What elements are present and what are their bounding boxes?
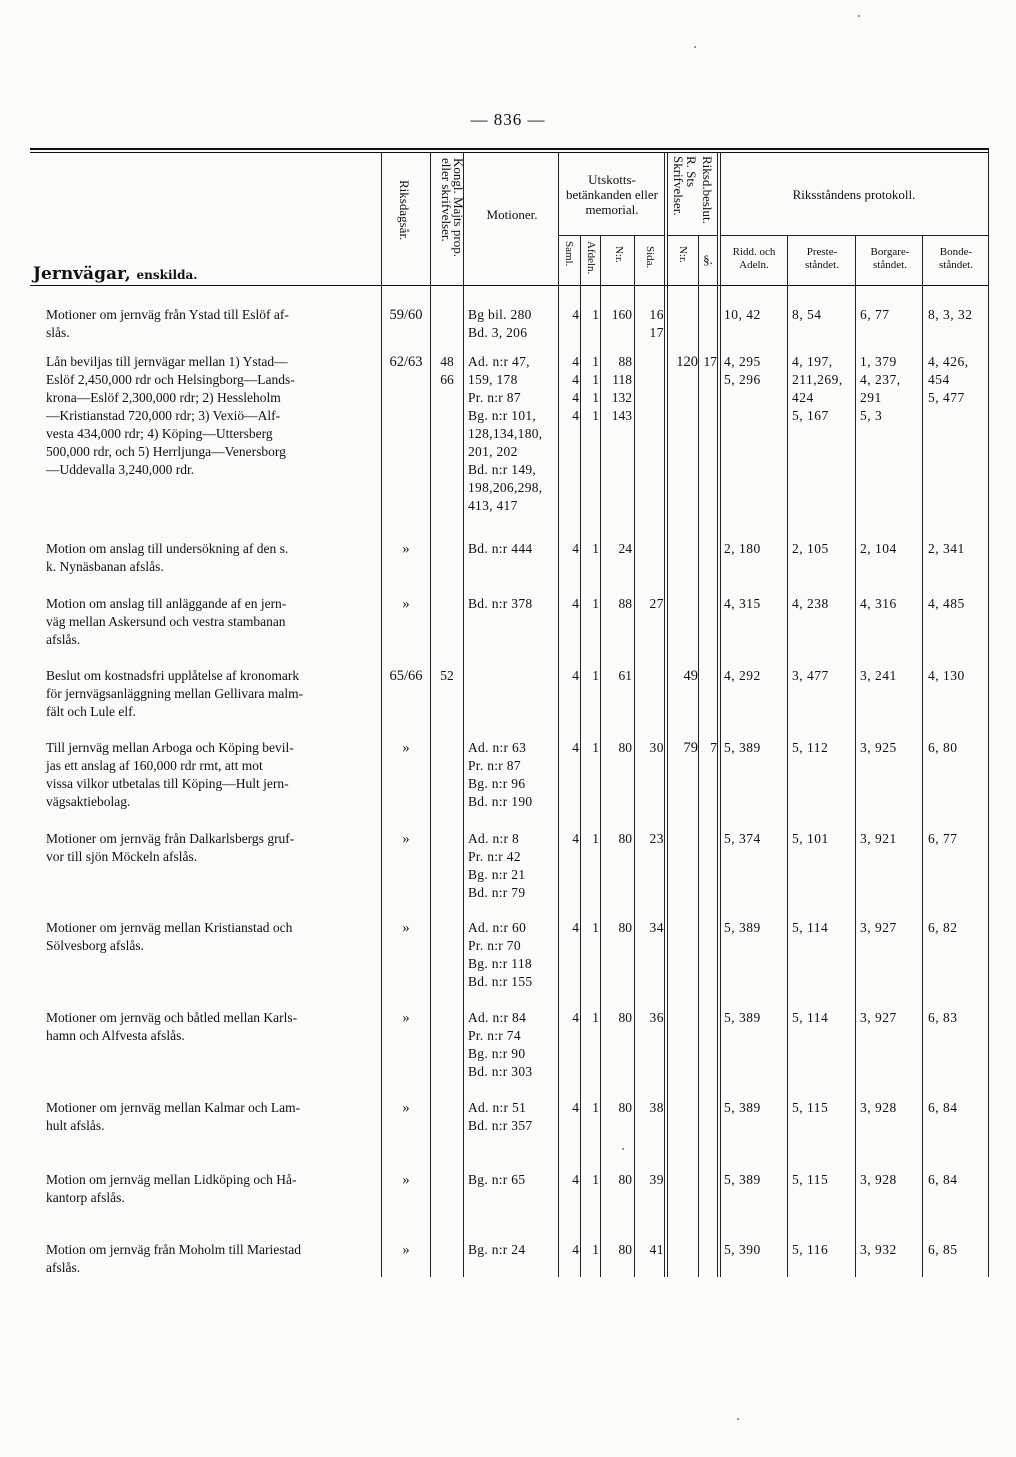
header-riksd-beslut: Riksd.beslut. [700,156,715,224]
column-divider [787,235,788,1277]
row-description: Beslut om kostnadsfri upplåtelse af kronomark för jernvägsanläggning mellan Gellivara malm- fält och Lule elf. [46,668,304,719]
row-year: » [402,541,410,557]
row-description: Motioner om jernväg mellan Kristianstad och Sölvesborg afslås. [46,920,293,953]
row-nr: 88 [618,596,632,611]
row-borgare: 3, 921 [860,831,897,846]
row-preste: 3, 477 [792,668,829,683]
row-nr: 88 118 132 143 [611,354,632,423]
row-description: Motioner om jernväg och båtled mellan Karls- hamn och Alfvesta afslås. [46,1010,298,1043]
row-sida: 41 [649,1242,664,1257]
column-divider [922,235,923,1277]
row-motioner: Bg bil. 280 Bd. 3, 206 [468,307,532,340]
header-subrule [558,235,664,236]
row-r-sts-nr: 49 [683,668,698,684]
row-nr: 80 [618,1242,632,1257]
row-year: » [402,831,410,847]
row-nr: 160 [611,307,632,322]
row-nr: 80 [618,1100,632,1115]
header-borgare: Borgare- ståndet. [870,246,910,271]
row-afdeln: 1 [592,541,599,556]
row-preste: 5, 115 [792,1172,829,1187]
row-year: 65/66 [389,668,423,684]
row-preste: 4, 197, 211,269, 424 5, 167 [792,354,843,423]
row-preste: 5, 114 [792,1010,829,1025]
table-top-rule-thin [30,152,988,153]
row-nr: 80 [618,1010,632,1025]
row-afdeln: 1 [592,920,599,935]
row-ridd-adeln: 5, 389 [724,1010,761,1025]
row-borgare: 3, 928 [860,1100,897,1115]
row-preste: 5, 101 [792,831,829,846]
row-ridd-adeln: 4, 315 [724,596,761,611]
row-sida: 34 [649,920,664,935]
row-borgare: 2, 104 [860,541,897,556]
row-ridd-adeln: 2, 180 [724,541,761,556]
row-saml: 4 [572,541,579,556]
row-preste: 5, 112 [792,740,829,755]
row-saml: 4 [572,1010,579,1025]
row-saml: 4 [572,668,579,683]
column-divider [717,152,718,1277]
row-year: » [402,596,410,612]
row-kongl-prop: 48 66 [440,354,454,387]
row-nr: 80 [618,1172,632,1187]
row-motioner: Bg. n:r 24 [468,1242,526,1257]
header-nr: N:r. [613,246,625,263]
row-saml: 4 [572,1172,579,1187]
row-description: Motion om anslag till anläggande af en jern- väg mellan Askersund och vestra stambanan afslås. [46,596,287,647]
row-motioner: Bd. n:r 444 [468,541,533,556]
row-ridd-adeln: 4, 295 5, 296 [724,354,761,387]
header-saml: Saml. [563,241,575,267]
row-bonde: 6, 84 [928,1100,958,1115]
row-bonde: 8, 3, 32 [928,307,973,322]
row-bonde: 6, 80 [928,740,958,755]
header-subrule [667,235,717,236]
header-preste: Preste- ståndet. [805,246,839,271]
header-riksdagsar: Riksdagsår. [397,180,412,241]
row-sida: 38 [649,1100,664,1115]
row-bonde: 4, 426, 454 5, 477 [928,354,969,405]
column-divider [664,152,665,1277]
row-description: Lån beviljas till jernvägar mellan 1) Ystad— Eslöf 2,450,000 rdr och Helsingborg—Lands- krona—Eslöf 2,300,000 rdr; 2) Hessleholm —Kristianstad 720,000 rdr; 3) Vexiö—Alf- vesta 434,000 rdr; 4) Köping—Uttersberg 500,000 rdr, och 5) Herrljunga—Venersborg —Uddevalla 3,240,000 rdr. [46,354,295,477]
row-saml: 4 [572,920,579,935]
header-subrule [720,235,988,236]
header-sida: Sida. [644,246,656,269]
row-borgare: 1, 379 4, 237, 291 5, 3 [860,354,901,423]
row-ridd-adeln: 4, 292 [724,668,761,683]
header-paragraph: §. [703,252,713,267]
row-year: » [402,1242,410,1258]
row-afdeln: 1 [592,596,599,611]
column-divider [381,152,382,1277]
row-afdeln: 1 [592,1010,599,1025]
row-paragraph: 7 [710,740,717,755]
row-bonde: 6, 84 [928,1172,958,1187]
row-ridd-adeln: 10, 42 [724,307,761,322]
row-ridd-adeln: 5, 389 [724,920,761,935]
row-motioner: Bg. n:r 65 [468,1172,526,1187]
column-divider [634,235,635,1277]
header-bottom-rule [30,285,988,286]
row-bonde: 6, 82 [928,920,958,935]
row-ridd-adeln: 5, 389 [724,1172,761,1187]
column-divider [580,235,581,1277]
row-year: 59/60 [389,307,423,323]
row-motioner: Ad. n:r 60 Pr. n:r 70 Bg. n:r 118 Bd. n:r 155 [468,920,533,989]
row-bonde: 2, 341 [928,541,965,556]
row-year: » [402,740,410,756]
row-ridd-adeln: 5, 390 [724,1242,761,1257]
row-r-sts-nr: 79 [683,740,698,756]
section-title: Jernvägar, enskilda. [33,264,198,284]
row-bonde: 6, 83 [928,1010,958,1025]
row-description: Motioner om jernväg mellan Kalmar och Lam- hult afslås. [46,1100,301,1133]
row-saml: 4 [572,1100,579,1115]
row-motioner: Ad. n:r 8 Pr. n:r 42 Bg. n:r 21 Bd. n:r 79 [468,831,526,900]
row-description: Till jernväg mellan Arboga och Köping bevil- jas ett anslag af 160,000 rdr rmt, att mot vissa vilkor utbetalas till Köping—Hult jern- vägsaktiebolag. [46,740,294,809]
row-year: 62/63 [389,354,423,370]
row-year: » [402,920,410,936]
column-divider [855,235,856,1277]
row-motioner: Ad. n:r 47, 159, 178 Pr. n:r 87 Bg. n:r 101, 128,134,180, 201, 202 Bd. n:r 149, 198,206,298, 413, 417 [468,354,543,513]
header-kongl-prop: Kongl. Majts prop. eller skrifvelser. [439,158,466,257]
row-afdeln: 1 [592,668,599,683]
header-ridd-adeln: Ridd. och Adeln. [732,246,776,271]
row-motioner: Ad. n:r 84 Pr. n:r 74 Bg. n:r 90 Bd. n:r 303 [468,1010,533,1079]
row-nr: 61 [618,668,632,683]
row-afdeln: 1 [592,831,599,846]
row-nr: 24 [618,541,632,556]
row-afdeln: 1 [592,307,599,322]
row-year: » [402,1010,410,1026]
header-bonde: Bonde- ståndet. [939,246,973,271]
row-sida: 39 [649,1172,664,1187]
row-description: Motioner om jernväg från Ystad till Eslöf af- slås. [46,307,289,340]
row-description: Motion om jernväg mellan Lidköping och Hå- kantorp afslås. [46,1172,297,1205]
row-kongl-prop: 52 [440,668,454,683]
row-afdeln: 1 [592,1172,599,1187]
row-bonde: 4, 130 [928,668,965,683]
row-paragraph: 17 [703,354,717,369]
row-afdeln: 1 [592,1242,599,1257]
row-bonde: 4, 485 [928,596,965,611]
row-year: » [402,1172,410,1188]
row-year: » [402,1100,410,1116]
column-divider [600,235,601,1277]
header-protokoll: Riksståndens protokoll. [792,187,916,202]
row-saml: 4 4 4 4 [572,354,579,423]
column-divider [430,152,431,1277]
row-sida: 23 [649,831,664,846]
row-bonde: 6, 77 [928,831,958,846]
row-preste: 4, 238 [792,596,829,611]
row-r-sts-nr: 120 [676,354,698,370]
row-borgare: 3, 932 [860,1242,897,1257]
row-motioner: Bd. n:r 378 [468,596,533,611]
row-ridd-adeln: 5, 374 [724,831,761,846]
row-afdeln: 1 [592,1100,599,1115]
row-nr: 80 [618,831,632,846]
header-motioner: Motioner. [486,207,538,222]
header-r-sts-skrifvelser: R. Sts Skrifvelser. [671,156,699,216]
row-preste: 2, 105 [792,541,829,556]
row-borgare: 3, 925 [860,740,897,755]
row-borgare: 3, 241 [860,668,897,683]
row-saml: 4 [572,1242,579,1257]
row-borgare: 3, 927 [860,920,897,935]
column-divider [667,152,668,1277]
row-saml: 4 [572,740,579,755]
row-ridd-adeln: 5, 389 [724,1100,761,1115]
row-borgare: 6, 77 [860,307,890,322]
table-top-rule [30,148,988,150]
row-borgare: 3, 928 [860,1172,897,1187]
row-saml: 4 [572,596,579,611]
page-number: — 836 — [470,110,546,129]
row-sida: 36 [649,1010,664,1025]
row-borgare: 3, 927 [860,1010,897,1025]
column-divider [720,152,721,1277]
row-preste: 8, 54 [792,307,822,322]
row-sida: 30 [649,740,664,755]
row-preste: 5, 114 [792,920,829,935]
row-borgare: 4, 316 [860,596,897,611]
row-nr: 80 [618,920,632,935]
row-preste: 5, 115 [792,1100,829,1115]
header-utskotts: Utskotts- betänkanden eller memorial. [565,172,659,217]
row-sida: 27 [649,596,664,611]
column-divider [463,152,464,1277]
row-sida: 16 17 [649,307,664,340]
row-afdeln: 1 [592,740,599,755]
row-saml: 4 [572,307,579,322]
header-afdeln: Afdeln. [585,241,597,275]
row-motioner: Ad. n:r 51 Bd. n:r 357 [468,1100,533,1133]
row-afdeln: 1 1 1 1 [592,354,599,423]
row-saml: 4 [572,831,579,846]
row-bonde: 6, 85 [928,1242,958,1257]
header-r-sts-nr: N:r. [677,246,689,263]
row-motioner: Ad. n:r 63 Pr. n:r 87 Bg. n:r 96 Bd. n:r 190 [468,740,533,809]
column-divider [698,235,699,1277]
row-description: Motioner om jernväg från Dalkarlsbergs gruf- vor till sjön Möckeln afslås. [46,831,295,864]
row-ridd-adeln: 5, 389 [724,740,761,755]
row-nr: 80 [618,740,632,755]
row-description: Motion om jernväg från Moholm till Mariestad afslås. [46,1242,301,1275]
row-preste: 5, 116 [792,1242,829,1257]
row-description: Motion om anslag till undersökning af den s. k. Nynäsbanan afslås. [46,541,289,574]
